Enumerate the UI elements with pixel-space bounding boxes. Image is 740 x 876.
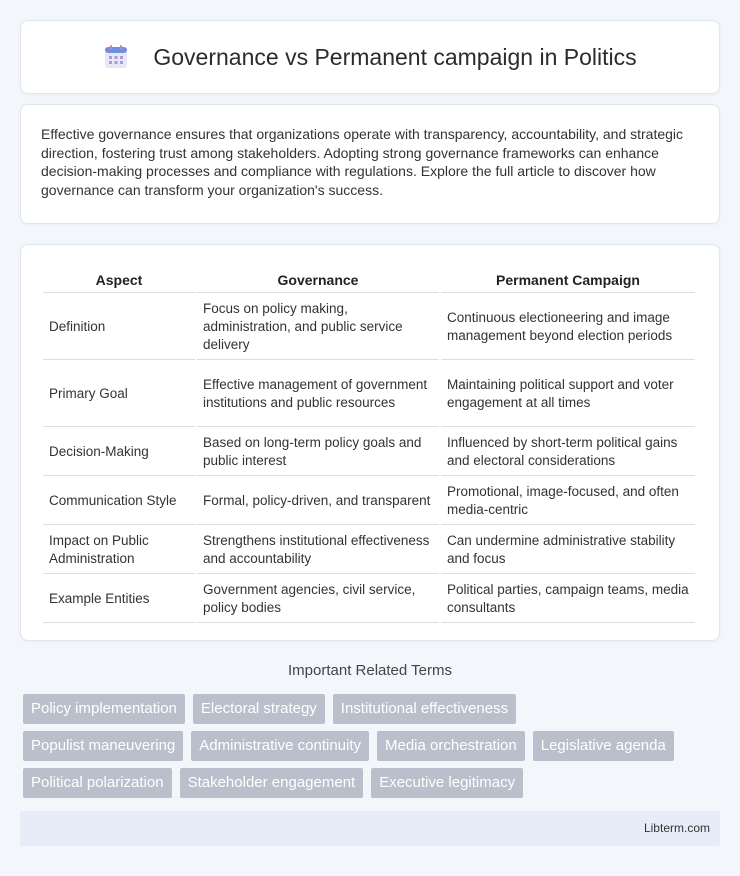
cell-aspect: Impact on Public Administration bbox=[43, 527, 195, 574]
cell-governance: Effective management of government institutions and public resources bbox=[197, 362, 439, 427]
cell-aspect: Example Entities bbox=[43, 576, 195, 623]
related-terms-row bbox=[23, 731, 723, 761]
header-card bbox=[20, 20, 720, 94]
related-term-tag[interactable]: Policy implementation bbox=[23, 694, 185, 724]
cell-permanent-campaign: Maintaining political support and voter engagement at all times bbox=[441, 362, 695, 427]
related-term-tag[interactable]: Political polarization bbox=[23, 768, 172, 798]
cell-governance: Based on long-term policy goals and public interest bbox=[197, 429, 439, 476]
cell-governance: Government agencies, civil service, policy bodies bbox=[197, 576, 439, 623]
cell-permanent-campaign: Promotional, image-focused, and often media-centric bbox=[441, 478, 695, 525]
intro-text: Effective governance ensures that organizations operate with transparency, accountability, and strategic direction, fostering trust among stakeholders. Adopting strong governance frameworks can enhance decision-making processes and compliance with regulations. Explore the full article to discover how governance can transform your organization's success. bbox=[41, 126, 684, 198]
cell-permanent-campaign: Influenced by short-term political gains and electoral considerations bbox=[441, 429, 695, 476]
cell-aspect: Definition bbox=[43, 295, 195, 360]
table-row bbox=[43, 362, 695, 427]
cell-governance: Focus on policy making, administration, and public service delivery bbox=[197, 295, 439, 360]
related-terms-row bbox=[23, 694, 723, 724]
cell-aspect: Decision-Making bbox=[43, 429, 195, 476]
related-term-tag[interactable]: Executive legitimacy bbox=[371, 768, 523, 798]
cell-aspect: Primary Goal bbox=[43, 362, 195, 427]
related-term-tag[interactable]: Electoral strategy bbox=[193, 694, 325, 724]
table-row bbox=[43, 527, 695, 574]
footer-site-link[interactable]: Libterm.com bbox=[643, 821, 710, 835]
related-terms bbox=[23, 694, 723, 805]
intro-card bbox=[20, 104, 720, 224]
related-term-tag[interactable]: Media orchestration bbox=[377, 731, 525, 761]
cell-governance: Strengthens institutional effectiveness and accountability bbox=[197, 527, 439, 574]
related-term-tag[interactable]: Stakeholder engagement bbox=[180, 768, 364, 798]
column-header-aspect: Aspect bbox=[43, 267, 195, 293]
calendar-icon bbox=[103, 44, 129, 70]
footer bbox=[20, 811, 720, 846]
cell-governance: Formal, policy-driven, and transparent bbox=[197, 478, 439, 525]
table-row bbox=[43, 576, 695, 623]
column-header-governance: Governance bbox=[197, 267, 439, 293]
cell-permanent-campaign: Continuous electioneering and image management beyond election periods bbox=[441, 295, 695, 360]
cell-permanent-campaign: Political parties, campaign teams, media consultants bbox=[441, 576, 695, 623]
related-term-tag[interactable]: Administrative continuity bbox=[191, 731, 369, 761]
related-terms-title: Important Related Terms bbox=[288, 662, 452, 679]
comparison-table bbox=[41, 265, 697, 625]
cell-aspect: Communication Style bbox=[43, 478, 195, 525]
table-header-row bbox=[43, 267, 695, 293]
related-term-tag[interactable]: Institutional effectiveness bbox=[333, 694, 516, 724]
table-row bbox=[43, 429, 695, 476]
table-row bbox=[43, 478, 695, 525]
comparison-card bbox=[20, 244, 720, 641]
table-row bbox=[43, 295, 695, 360]
column-header-permanent-campaign: Permanent Campaign bbox=[441, 267, 695, 293]
related-terms-row bbox=[23, 768, 723, 798]
cell-permanent-campaign: Can undermine administrative stability and focus bbox=[441, 527, 695, 574]
page-title: Governance vs Permanent campaign in Politics bbox=[153, 43, 637, 70]
related-term-tag[interactable]: Legislative agenda bbox=[533, 731, 674, 761]
related-term-tag[interactable]: Populist maneuvering bbox=[23, 731, 183, 761]
